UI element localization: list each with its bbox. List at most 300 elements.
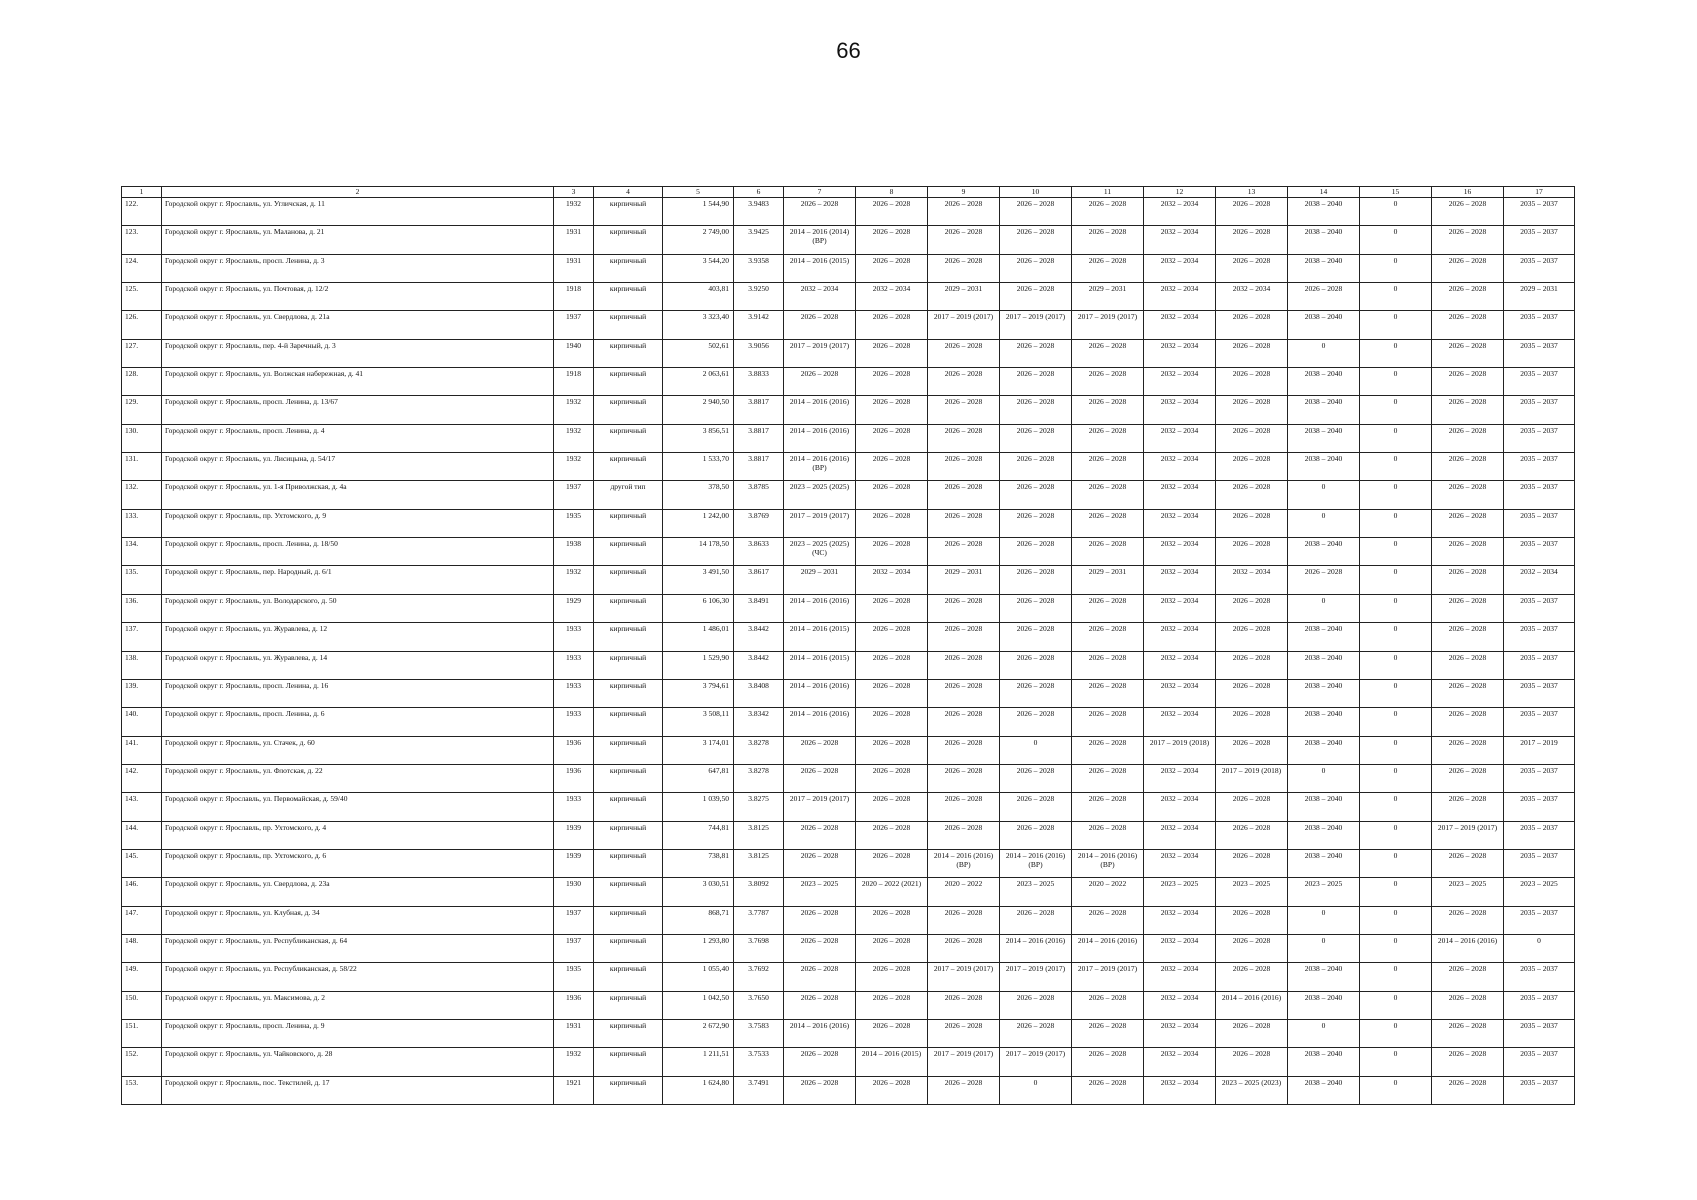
table-cell-col-16: 2026 – 2028: [1432, 736, 1504, 764]
table-cell-col-4: кирпичный: [594, 736, 663, 764]
table-cell-col-7: 2017 – 2019 (2017): [784, 339, 856, 367]
table-cell-col-4: кирпичный: [594, 1076, 663, 1104]
table-cell-col-1: 150.: [122, 991, 162, 1019]
table-cell-col-7: 2017 – 2019 (2017): [784, 793, 856, 821]
table-cell-col-17: 2035 – 2037: [1504, 1076, 1575, 1104]
table-cell-col-15: 0: [1360, 339, 1432, 367]
table-cell-col-9: 2026 – 2028: [928, 736, 1000, 764]
table-cell-col-10: 2026 – 2028: [1000, 793, 1072, 821]
table-cell-col-4: кирпичный: [594, 594, 663, 622]
table-row: [122, 509, 1575, 537]
table-cell-col-3: 1932: [554, 198, 594, 226]
table-cell-col-2: Городской округ г. Ярославль, ул. Республиканская, д. 64: [162, 934, 554, 962]
table-cell-col-17: 2035 – 2037: [1504, 1019, 1575, 1047]
table-cell-col-7: 2014 – 2016 (2015): [784, 651, 856, 679]
table-cell-col-8: 2026 – 2028: [856, 793, 928, 821]
table-row: [122, 1048, 1575, 1076]
table-cell-col-10: 2026 – 2028: [1000, 821, 1072, 849]
table-cell-col-8: 2026 – 2028: [856, 764, 928, 792]
table-cell-col-11: 2026 – 2028: [1072, 254, 1144, 282]
table-cell-col-13: 2026 – 2028: [1216, 311, 1288, 339]
table-cell-col-14: 0: [1288, 764, 1360, 792]
table-cell-col-2: Городской округ г. Ярославль, ул. Свердлова, д. 21а: [162, 311, 554, 339]
table-cell-col-11: 2026 – 2028: [1072, 368, 1144, 396]
table-row: [122, 396, 1575, 424]
table-cell-col-9: 2026 – 2028: [928, 424, 1000, 452]
table-cell-col-13: 2026 – 2028: [1216, 963, 1288, 991]
table-row: [122, 339, 1575, 367]
table-cell-col-8: 2026 – 2028: [856, 481, 928, 509]
table-cell-col-10: 2017 – 2019 (2017): [1000, 1048, 1072, 1076]
table-cell-col-12: 2032 – 2034: [1144, 311, 1216, 339]
table-cell-col-1: 132.: [122, 481, 162, 509]
table-cell-col-13: 2026 – 2028: [1216, 226, 1288, 254]
table-cell-col-10: 2026 – 2028: [1000, 283, 1072, 311]
table-cell-col-2: Городской округ г. Ярославль, ул. Клубная, д. 34: [162, 906, 554, 934]
table-cell-col-16: 2026 – 2028: [1432, 679, 1504, 707]
table-cell-col-12: 2017 – 2019 (2018): [1144, 736, 1216, 764]
table-cell-col-12: 2032 – 2034: [1144, 821, 1216, 849]
table-cell-col-12: 2032 – 2034: [1144, 906, 1216, 934]
table-cell-col-10: 2026 – 2028: [1000, 708, 1072, 736]
column-header-11: 11: [1072, 187, 1144, 198]
table-cell-col-5: 502,61: [663, 339, 734, 367]
table-cell-col-12: 2032 – 2034: [1144, 481, 1216, 509]
table-cell-col-4: кирпичный: [594, 396, 663, 424]
table-cell-col-17: 2035 – 2037: [1504, 963, 1575, 991]
table-cell-col-1: 126.: [122, 311, 162, 339]
table-cell-col-15: 0: [1360, 453, 1432, 481]
table-cell-col-12: 2032 – 2034: [1144, 396, 1216, 424]
table-cell-col-17: 2032 – 2034: [1504, 566, 1575, 594]
table-header-row: [122, 187, 1575, 198]
table-cell-col-6: 3.7533: [734, 1048, 784, 1076]
table-cell-col-13: 2026 – 2028: [1216, 906, 1288, 934]
table-cell-col-8: 2026 – 2028: [856, 991, 928, 1019]
table-cell-col-7: 2026 – 2028: [784, 198, 856, 226]
table-cell-col-14: 2038 – 2040: [1288, 651, 1360, 679]
table-row: [122, 283, 1575, 311]
column-header-15: 15: [1360, 187, 1432, 198]
table-cell-col-2: Городской округ г. Ярославль, просп. Ленина, д. 13/67: [162, 396, 554, 424]
table-cell-col-16: 2026 – 2028: [1432, 849, 1504, 877]
table-cell-col-13: 2026 – 2028: [1216, 198, 1288, 226]
table-row: [122, 963, 1575, 991]
page-number: 66: [836, 38, 861, 63]
table-cell-col-11: 2026 – 2028: [1072, 906, 1144, 934]
table-cell-col-2: Городской округ г. Ярославль, ул. Почтовая, д. 12/2: [162, 283, 554, 311]
table-cell-col-11: 2026 – 2028: [1072, 736, 1144, 764]
column-header-12: 12: [1144, 187, 1216, 198]
table-cell-col-14: 2038 – 2040: [1288, 736, 1360, 764]
table-cell-col-4: кирпичный: [594, 821, 663, 849]
table-cell-col-15: 0: [1360, 991, 1432, 1019]
table-cell-col-14: 2038 – 2040: [1288, 821, 1360, 849]
table-cell-col-13: 2026 – 2028: [1216, 793, 1288, 821]
table-cell-col-9: 2020 – 2022: [928, 878, 1000, 906]
table-cell-col-17: 2035 – 2037: [1504, 396, 1575, 424]
table-cell-col-16: 2026 – 2028: [1432, 566, 1504, 594]
table-cell-col-4: кирпичный: [594, 368, 663, 396]
table-cell-col-16: 2026 – 2028: [1432, 1048, 1504, 1076]
table-row: [122, 623, 1575, 651]
table-cell-col-4: кирпичный: [594, 623, 663, 651]
column-header-2: 2: [162, 187, 554, 198]
table-cell-col-11: 2026 – 2028: [1072, 481, 1144, 509]
table-row: [122, 311, 1575, 339]
table-row: [122, 934, 1575, 962]
table-cell-col-17: 2035 – 2037: [1504, 764, 1575, 792]
table-cell-col-17: 2035 – 2037: [1504, 226, 1575, 254]
table-cell-col-1: 139.: [122, 679, 162, 707]
table-cell-col-7: 2014 – 2016 (2016): [784, 708, 856, 736]
table-cell-col-9: 2026 – 2028: [928, 906, 1000, 934]
table-cell-col-7: 2026 – 2028: [784, 764, 856, 792]
table-cell-col-4: кирпичный: [594, 1048, 663, 1076]
table-cell-col-11: 2026 – 2028: [1072, 1076, 1144, 1104]
table-cell-col-16: 2026 – 2028: [1432, 283, 1504, 311]
table-cell-col-8: 2020 – 2022 (2021): [856, 878, 928, 906]
table-cell-col-13: 2026 – 2028: [1216, 623, 1288, 651]
table-cell-col-16: 2026 – 2028: [1432, 453, 1504, 481]
table-cell-col-2: Городской округ г. Ярославль, ул. Первомайская, д. 59/40: [162, 793, 554, 821]
table-cell-col-12: 2032 – 2034: [1144, 509, 1216, 537]
table-cell-col-6: 3.8275: [734, 793, 784, 821]
table-cell-col-8: 2026 – 2028: [856, 708, 928, 736]
table-cell-col-1: 137.: [122, 623, 162, 651]
table-cell-col-4: кирпичный: [594, 679, 663, 707]
table-cell-col-13: 2023 – 2025 (2023): [1216, 1076, 1288, 1104]
table-cell-col-14: 2023 – 2025: [1288, 878, 1360, 906]
table-cell-col-11: 2026 – 2028: [1072, 453, 1144, 481]
table-cell-col-2: Городской округ г. Ярославль, ул. Маланова, д. 21: [162, 226, 554, 254]
table-cell-col-2: Городской округ г. Ярославль, ул. Угличская, д. 11: [162, 198, 554, 226]
table-cell-col-16: 2026 – 2028: [1432, 708, 1504, 736]
table-cell-col-10: 2026 – 2028: [1000, 453, 1072, 481]
table-cell-col-8: 2026 – 2028: [856, 396, 928, 424]
table-row: [122, 481, 1575, 509]
table-cell-col-12: 2032 – 2034: [1144, 651, 1216, 679]
column-header-4: 4: [594, 187, 663, 198]
table-cell-col-9: 2026 – 2028: [928, 453, 1000, 481]
table-cell-col-5: 1 055,40: [663, 963, 734, 991]
table-cell-col-11: 2017 – 2019 (2017): [1072, 963, 1144, 991]
table-cell-col-2: Городской округ г. Ярославль, просп. Ленина, д. 16: [162, 679, 554, 707]
table-cell-col-16: 2026 – 2028: [1432, 254, 1504, 282]
table-cell-col-11: 2026 – 2028: [1072, 396, 1144, 424]
table-cell-col-8: 2026 – 2028: [856, 1019, 928, 1047]
table-cell-col-6: 3.8442: [734, 651, 784, 679]
table-cell-col-12: 2032 – 2034: [1144, 764, 1216, 792]
table-cell-col-5: 744,81: [663, 821, 734, 849]
table-cell-col-11: 2026 – 2028: [1072, 226, 1144, 254]
table-cell-col-1: 135.: [122, 566, 162, 594]
table-cell-col-12: 2032 – 2034: [1144, 934, 1216, 962]
table-cell-col-1: 128.: [122, 368, 162, 396]
table-cell-col-1: 131.: [122, 453, 162, 481]
table-cell-col-13: 2026 – 2028: [1216, 509, 1288, 537]
table-cell-col-2: Городской округ г. Ярославль, ул. Журавлева, д. 14: [162, 651, 554, 679]
table-cell-col-13: 2026 – 2028: [1216, 368, 1288, 396]
table-cell-col-9: 2026 – 2028: [928, 1076, 1000, 1104]
table-cell-col-9: 2017 – 2019 (2017): [928, 311, 1000, 339]
table-cell-col-1: 145.: [122, 849, 162, 877]
table-cell-col-13: 2026 – 2028: [1216, 254, 1288, 282]
table-cell-col-14: 0: [1288, 906, 1360, 934]
table-cell-col-3: 1935: [554, 509, 594, 537]
table-cell-col-14: 2038 – 2040: [1288, 198, 1360, 226]
table-cell-col-14: 2038 – 2040: [1288, 708, 1360, 736]
table-cell-col-15: 0: [1360, 906, 1432, 934]
table-cell-col-3: 1939: [554, 849, 594, 877]
table-cell-col-2: Городской округ г. Ярославль, ул. Лисицына, д. 54/17: [162, 453, 554, 481]
table-cell-col-17: 2035 – 2037: [1504, 254, 1575, 282]
table-cell-col-11: 2014 – 2016 (2016): [1072, 934, 1144, 962]
table-cell-col-5: 1 039,50: [663, 793, 734, 821]
table-cell-col-6: 3.8617: [734, 566, 784, 594]
table-cell-col-9: 2026 – 2028: [928, 991, 1000, 1019]
table-cell-col-15: 0: [1360, 283, 1432, 311]
table-cell-col-2: Городской округ г. Ярославль, ул. Стачек, д. 60: [162, 736, 554, 764]
table-cell-col-7: 2026 – 2028: [784, 311, 856, 339]
table-cell-col-11: 2026 – 2028: [1072, 623, 1144, 651]
table-cell-col-3: 1933: [554, 623, 594, 651]
table-cell-col-12: 2032 – 2034: [1144, 849, 1216, 877]
table-cell-col-8: 2026 – 2028: [856, 934, 928, 962]
table-cell-col-15: 0: [1360, 198, 1432, 226]
table-cell-col-9: 2026 – 2028: [928, 254, 1000, 282]
table-cell-col-3: 1921: [554, 1076, 594, 1104]
table-cell-col-4: кирпичный: [594, 708, 663, 736]
table-cell-col-3: 1931: [554, 254, 594, 282]
table-cell-col-16: 2014 – 2016 (2016): [1432, 934, 1504, 962]
table-cell-col-8: 2026 – 2028: [856, 226, 928, 254]
table-cell-col-12: 2032 – 2034: [1144, 368, 1216, 396]
table-cell-col-10: 2026 – 2028: [1000, 339, 1072, 367]
table-cell-col-7: 2026 – 2028: [784, 849, 856, 877]
table-cell-col-10: 2026 – 2028: [1000, 226, 1072, 254]
table-cell-col-1: 147.: [122, 906, 162, 934]
table-cell-col-6: 3.9142: [734, 311, 784, 339]
table-cell-col-11: 2026 – 2028: [1072, 339, 1144, 367]
table-cell-col-12: 2032 – 2034: [1144, 566, 1216, 594]
table-cell-col-11: 2026 – 2028: [1072, 424, 1144, 452]
table-cell-col-13: 2026 – 2028: [1216, 736, 1288, 764]
table-cell-col-1: 124.: [122, 254, 162, 282]
table-cell-col-7: 2014 – 2016 (2016): [784, 396, 856, 424]
table-cell-col-14: 2026 – 2028: [1288, 283, 1360, 311]
table-cell-col-1: 134.: [122, 538, 162, 566]
table-cell-col-6: 3.7692: [734, 963, 784, 991]
table-cell-col-16: 2026 – 2028: [1432, 509, 1504, 537]
table-cell-col-3: 1918: [554, 368, 594, 396]
table-cell-col-17: 2035 – 2037: [1504, 368, 1575, 396]
table-cell-col-14: 2038 – 2040: [1288, 623, 1360, 651]
table-cell-col-16: 2026 – 2028: [1432, 226, 1504, 254]
table-cell-col-11: 2029 – 2031: [1072, 283, 1144, 311]
table-row: [122, 764, 1575, 792]
table-cell-col-15: 0: [1360, 651, 1432, 679]
table-cell-col-7: 2026 – 2028: [784, 1076, 856, 1104]
table-cell-col-14: 2038 – 2040: [1288, 963, 1360, 991]
table-cell-col-5: 6 106,30: [663, 594, 734, 622]
table-cell-col-6: 3.8342: [734, 708, 784, 736]
table-cell-col-11: 2026 – 2028: [1072, 651, 1144, 679]
table-cell-col-3: 1929: [554, 594, 594, 622]
table-cell-col-15: 0: [1360, 764, 1432, 792]
table-cell-col-12: 2032 – 2034: [1144, 1048, 1216, 1076]
table-cell-col-11: 2026 – 2028: [1072, 198, 1144, 226]
table-cell-col-6: 3.8833: [734, 368, 784, 396]
table-row: [122, 906, 1575, 934]
table-cell-col-14: 0: [1288, 509, 1360, 537]
table-cell-col-6: 3.7491: [734, 1076, 784, 1104]
table-cell-col-9: 2026 – 2028: [928, 226, 1000, 254]
table-cell-col-3: 1936: [554, 764, 594, 792]
table-cell-col-13: 2026 – 2028: [1216, 821, 1288, 849]
table-cell-col-9: 2026 – 2028: [928, 594, 1000, 622]
table-cell-col-5: 3 794,61: [663, 679, 734, 707]
column-header-16: 16: [1432, 187, 1504, 198]
table-cell-col-14: 2038 – 2040: [1288, 453, 1360, 481]
table-cell-col-5: 3 174,01: [663, 736, 734, 764]
table-cell-col-12: 2023 – 2025: [1144, 878, 1216, 906]
table-cell-col-2: Городской округ г. Ярославль, просп. Ленина, д. 3: [162, 254, 554, 282]
table-cell-col-15: 0: [1360, 793, 1432, 821]
table-cell-col-15: 0: [1360, 311, 1432, 339]
table-cell-col-4: кирпичный: [594, 339, 663, 367]
table-cell-col-11: 2017 – 2019 (2017): [1072, 311, 1144, 339]
table-cell-col-8: 2026 – 2028: [856, 906, 928, 934]
table-cell-col-11: 2026 – 2028: [1072, 708, 1144, 736]
table-cell-col-3: 1932: [554, 396, 594, 424]
table-cell-col-17: 2035 – 2037: [1504, 708, 1575, 736]
table-row: [122, 226, 1575, 254]
column-header-14: 14: [1288, 187, 1360, 198]
table-cell-col-1: 140.: [122, 708, 162, 736]
table-cell-col-9: 2026 – 2028: [928, 651, 1000, 679]
table-cell-col-17: 2035 – 2037: [1504, 594, 1575, 622]
table-cell-col-8: 2026 – 2028: [856, 623, 928, 651]
table-cell-col-5: 647,81: [663, 764, 734, 792]
table-cell-col-15: 0: [1360, 736, 1432, 764]
table-cell-col-6: 3.9425: [734, 226, 784, 254]
table-cell-col-17: 2035 – 2037: [1504, 849, 1575, 877]
table-cell-col-7: 2026 – 2028: [784, 368, 856, 396]
table-cell-col-1: 123.: [122, 226, 162, 254]
table-cell-col-6: 3.8408: [734, 679, 784, 707]
table-cell-col-2: Городской округ г. Ярославль, пер. Народный, д. 6/1: [162, 566, 554, 594]
table-cell-col-3: 1932: [554, 566, 594, 594]
table-cell-col-10: 2026 – 2028: [1000, 566, 1072, 594]
table-cell-col-17: 2029 – 2031: [1504, 283, 1575, 311]
table-cell-col-13: 2026 – 2028: [1216, 1048, 1288, 1076]
table-cell-col-15: 0: [1360, 481, 1432, 509]
table-cell-col-2: Городской округ г. Ярославль, ул. Свердлова, д. 23а: [162, 878, 554, 906]
table-cell-col-5: 2 063,61: [663, 368, 734, 396]
table-cell-col-17: 2035 – 2037: [1504, 424, 1575, 452]
table-cell-col-8: 2026 – 2028: [856, 339, 928, 367]
column-header-9: 9: [928, 187, 1000, 198]
table-cell-col-9: 2026 – 2028: [928, 623, 1000, 651]
table-cell-col-13: 2026 – 2028: [1216, 424, 1288, 452]
table-cell-col-5: 3 856,51: [663, 424, 734, 452]
table-cell-col-4: кирпичный: [594, 198, 663, 226]
table-cell-col-5: 1 042,50: [663, 991, 734, 1019]
table-cell-col-1: 153.: [122, 1076, 162, 1104]
table-cell-col-4: кирпичный: [594, 424, 663, 452]
table-cell-col-4: кирпичный: [594, 453, 663, 481]
table-cell-col-9: 2026 – 2028: [928, 679, 1000, 707]
table-row: [122, 453, 1575, 481]
table-cell-col-2: Городской округ г. Ярославль, просп. Ленина, д. 9: [162, 1019, 554, 1047]
table-cell-col-3: 1932: [554, 453, 594, 481]
table-cell-col-10: 2026 – 2028: [1000, 538, 1072, 566]
table-cell-col-4: кирпичный: [594, 651, 663, 679]
table-cell-col-8: 2026 – 2028: [856, 424, 928, 452]
table-cell-col-4: кирпичный: [594, 906, 663, 934]
table-cell-col-13: 2026 – 2028: [1216, 651, 1288, 679]
table-cell-col-6: 3.7787: [734, 906, 784, 934]
table-cell-col-5: 1 544,90: [663, 198, 734, 226]
table-cell-col-5: 1 211,51: [663, 1048, 734, 1076]
table-cell-col-6: 3.9358: [734, 254, 784, 282]
table-cell-col-16: 2026 – 2028: [1432, 339, 1504, 367]
table-cell-col-15: 0: [1360, 368, 1432, 396]
table-cell-col-8: 2032 – 2034: [856, 566, 928, 594]
table-cell-col-2: Городской округ г. Ярославль, ул. Володарского, д. 50: [162, 594, 554, 622]
table-cell-col-9: 2026 – 2028: [928, 339, 1000, 367]
table-cell-col-14: 0: [1288, 481, 1360, 509]
table-cell-col-6: 3.7583: [734, 1019, 784, 1047]
table-cell-col-15: 0: [1360, 396, 1432, 424]
column-header-7: 7: [784, 187, 856, 198]
table-cell-col-13: 2014 – 2016 (2016): [1216, 991, 1288, 1019]
table-cell-col-9: 2014 – 2016 (2016) (ВР): [928, 849, 1000, 877]
table-cell-col-1: 138.: [122, 651, 162, 679]
table-cell-col-10: 2014 – 2016 (2016): [1000, 934, 1072, 962]
table-cell-col-7: 2014 – 2016 (2015): [784, 254, 856, 282]
table-cell-col-11: 2026 – 2028: [1072, 509, 1144, 537]
table-cell-col-17: 2035 – 2037: [1504, 906, 1575, 934]
table-cell-col-8: 2026 – 2028: [856, 198, 928, 226]
table-cell-col-7: 2023 – 2025: [784, 878, 856, 906]
table-cell-col-6: 3.8817: [734, 396, 784, 424]
table-cell-col-17: 2035 – 2037: [1504, 623, 1575, 651]
table-cell-col-3: 1932: [554, 424, 594, 452]
table-cell-col-15: 0: [1360, 509, 1432, 537]
table-cell-col-13: 2026 – 2028: [1216, 339, 1288, 367]
table-cell-col-13: 2017 – 2019 (2018): [1216, 764, 1288, 792]
table-cell-col-3: 1936: [554, 991, 594, 1019]
table-cell-col-5: 14 178,50: [663, 538, 734, 566]
column-header-6: 6: [734, 187, 784, 198]
table-cell-col-1: 144.: [122, 821, 162, 849]
table-cell-col-10: 2026 – 2028: [1000, 906, 1072, 934]
table-cell-col-9: 2026 – 2028: [928, 793, 1000, 821]
table-cell-col-7: 2026 – 2028: [784, 934, 856, 962]
table-cell-col-17: 2035 – 2037: [1504, 481, 1575, 509]
table-cell-col-13: 2032 – 2034: [1216, 283, 1288, 311]
table-cell-col-2: Городской округ г. Ярославль, ул. Чайковского, д. 28: [162, 1048, 554, 1076]
table-cell-col-6: 3.8491: [734, 594, 784, 622]
table-cell-col-7: 2014 – 2016 (2016): [784, 679, 856, 707]
table-cell-col-5: 1 293,80: [663, 934, 734, 962]
table-cell-col-10: 2026 – 2028: [1000, 424, 1072, 452]
table-cell-col-4: кирпичный: [594, 764, 663, 792]
table-cell-col-15: 0: [1360, 934, 1432, 962]
table-cell-col-9: 2026 – 2028: [928, 764, 1000, 792]
